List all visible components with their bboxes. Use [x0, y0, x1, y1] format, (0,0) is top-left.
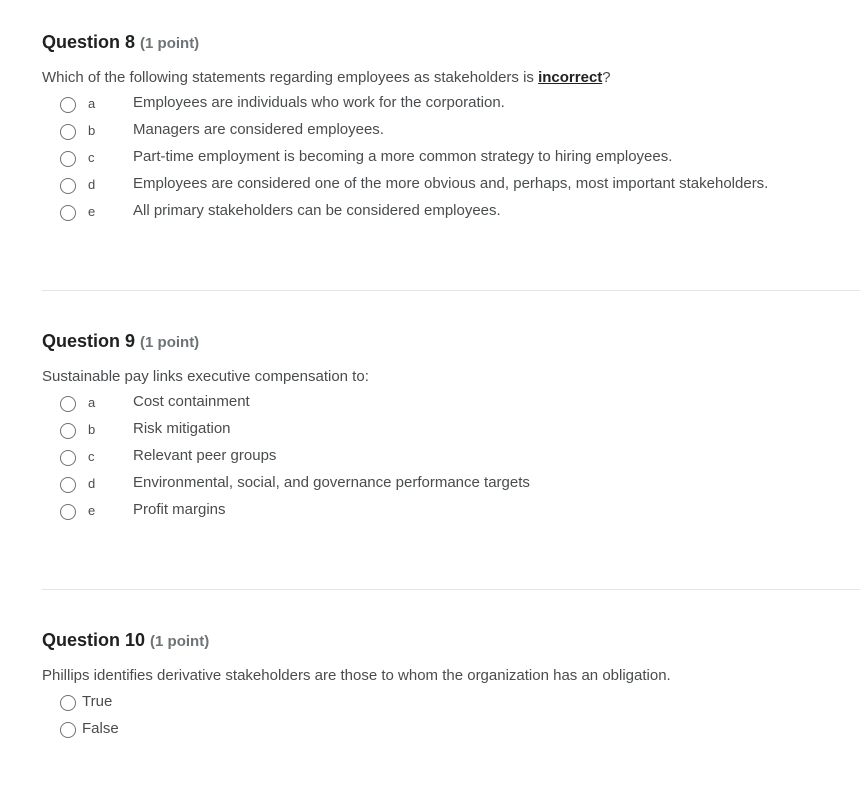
option-b[interactable] — [42, 419, 860, 446]
option-b[interactable] — [42, 120, 860, 147]
question-title — [42, 31, 860, 55]
question-number: Question 9 — [42, 331, 136, 351]
prompt-text-before: Which of the following statements regarding employees as stakeholders is — [42, 69, 539, 86]
option-text: Cost containment — [133, 393, 250, 410]
option-letter: e — [88, 204, 96, 219]
question-number: Question 8 — [42, 32, 136, 52]
option-true[interactable] — [42, 691, 860, 718]
radio-button[interactable] — [60, 477, 76, 493]
answer-options — [42, 691, 860, 745]
option-text: Risk mitigation — [133, 420, 231, 437]
option-letter: d — [88, 177, 96, 192]
option-text: Employees are considered one of the more obvious and, perhaps, most important stakeholders. — [133, 175, 769, 192]
question-title — [42, 629, 860, 653]
option-letter: c — [88, 449, 95, 464]
question-prompt: Sustainable pay links executive compensation to: — [42, 368, 369, 385]
question-number: Question 10 — [42, 630, 146, 650]
prompt-text-after: ? — [602, 69, 611, 86]
option-letter: b — [88, 123, 96, 138]
option-text: Relevant peer groups — [133, 447, 277, 464]
radio-button[interactable] — [60, 695, 76, 711]
question-9 — [42, 330, 860, 527]
option-text: Environmental, social, and governance performance targets — [133, 474, 530, 491]
question-points: (1 point) — [150, 633, 210, 650]
radio-button[interactable] — [60, 205, 76, 221]
radio-button[interactable] — [60, 423, 76, 439]
option-letter: c — [88, 150, 95, 165]
radio-button[interactable] — [60, 504, 76, 520]
option-d[interactable] — [42, 174, 860, 201]
option-c[interactable] — [42, 446, 860, 473]
option-letter: a — [88, 96, 96, 111]
radio-button[interactable] — [60, 97, 76, 113]
option-false[interactable] — [42, 718, 860, 745]
answer-options — [42, 93, 860, 228]
option-letter: d — [88, 476, 96, 491]
question-divider — [42, 589, 860, 590]
option-e[interactable] — [42, 201, 860, 228]
option-text: False — [82, 720, 119, 737]
option-d[interactable] — [42, 473, 860, 500]
question-prompt — [42, 68, 860, 88]
question-10 — [42, 629, 860, 745]
question-divider — [42, 290, 860, 291]
option-text: True — [82, 693, 113, 710]
radio-button[interactable] — [60, 450, 76, 466]
option-letter: e — [88, 503, 96, 518]
question-prompt: Phillips identifies derivative stakeholders are those to whom the organization has an obligation. — [42, 667, 671, 684]
option-c[interactable] — [42, 147, 860, 174]
radio-button[interactable] — [60, 151, 76, 167]
option-text: Managers are considered employees. — [133, 121, 384, 138]
option-text: Part-time employment is becoming a more common strategy to hiring employees. — [133, 148, 673, 165]
option-letter: a — [88, 395, 96, 410]
option-a[interactable] — [42, 392, 860, 419]
prompt-emphasis: incorrect — [538, 69, 603, 86]
option-text: All primary stakeholders can be considered employees. — [133, 202, 501, 219]
option-a[interactable] — [42, 93, 860, 120]
radio-button[interactable] — [60, 124, 76, 140]
radio-button[interactable] — [60, 178, 76, 194]
question-points: (1 point) — [140, 35, 200, 52]
question-points: (1 point) — [140, 334, 200, 351]
option-text: Employees are individuals who work for the corporation. — [133, 94, 505, 111]
option-text: Profit margins — [133, 501, 226, 518]
radio-button[interactable] — [60, 722, 76, 738]
radio-button[interactable] — [60, 396, 76, 412]
question-title — [42, 330, 860, 354]
answer-options — [42, 392, 860, 527]
option-letter: b — [88, 422, 96, 437]
question-8 — [42, 31, 860, 228]
option-e[interactable] — [42, 500, 860, 527]
